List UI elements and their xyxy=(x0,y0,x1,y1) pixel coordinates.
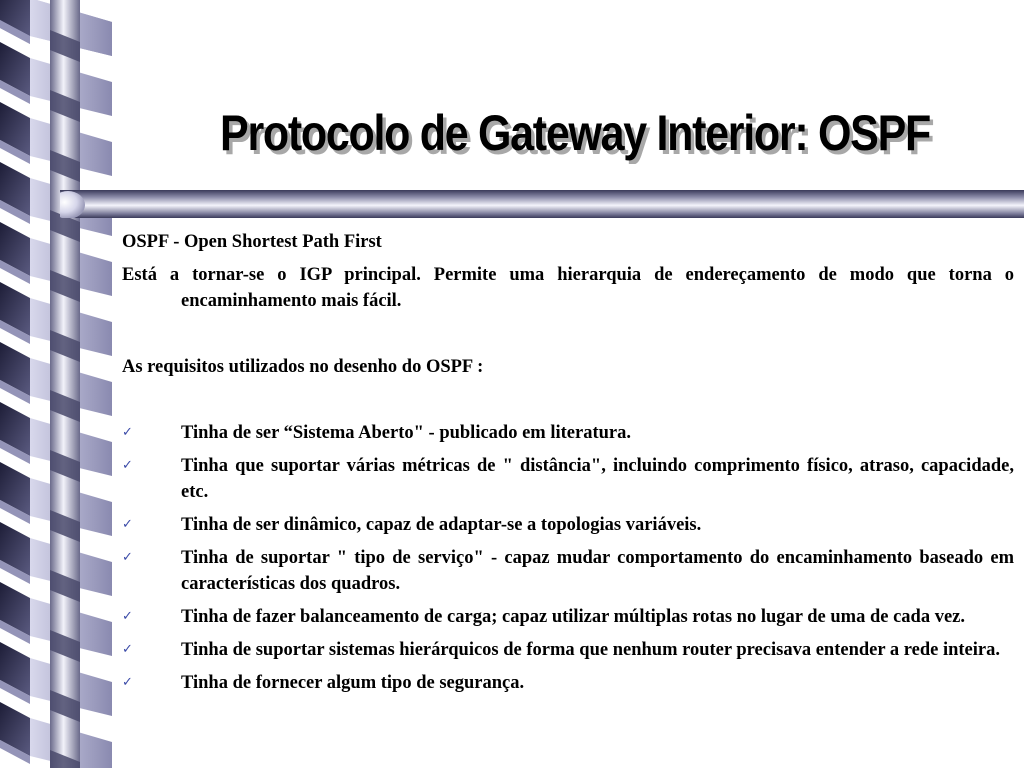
title-underline-bar xyxy=(60,190,1024,218)
summary-paragraph: Está a tornar-se o IGP principal. Permite uma hierarquia de endereçamento de modo que torna o encaminhamento mais fácil. xyxy=(122,265,1014,311)
spacer xyxy=(122,387,1014,420)
check-icon: ✓ xyxy=(122,458,133,473)
list-item xyxy=(122,453,1014,505)
check-icon: ✓ xyxy=(122,675,133,690)
list-item-text: Tinha de suportar " tipo de serviço" - capaz mudar comportamento do encaminhamento baseado em características dos quadros. xyxy=(181,548,1014,594)
list-item-text: Tinha de suportar sistemas hierárquicos de forma que nenhum router precisava entender a rede inteira. xyxy=(181,640,1000,660)
list-item-text: Tinha de fornecer algum tipo de segurança. xyxy=(181,673,525,693)
slide-body xyxy=(122,229,1014,703)
list-item-text: Tinha que suportar várias métricas de " distância", incluindo comprimento físico, atraso, capacidade, etc. xyxy=(181,456,1014,502)
list-item xyxy=(122,637,1014,663)
check-icon: ✓ xyxy=(122,642,133,657)
check-icon: ✓ xyxy=(122,425,133,440)
check-icon: ✓ xyxy=(122,609,133,624)
list-item-text: Tinha de ser “Sistema Aberto" - publicado em literatura. xyxy=(181,423,631,443)
spiral-column-decoration xyxy=(0,0,115,768)
spacer xyxy=(122,321,1014,354)
list-item xyxy=(122,670,1014,696)
list-item xyxy=(122,604,1014,630)
list-item xyxy=(122,512,1014,538)
requirements-heading: As requisitos utilizados no desenho do OSPF : xyxy=(122,357,484,377)
list-item-text: Tinha de fazer balanceamento de carga; capaz utilizar múltiplas rotas no lugar de uma de cada vez. xyxy=(181,607,965,627)
requirements-list xyxy=(122,420,1014,696)
check-icon: ✓ xyxy=(122,517,133,532)
list-item-text: Tinha de ser dinâmico, capaz de adaptar-se a topologias variáveis. xyxy=(181,515,702,535)
list-item xyxy=(122,420,1014,446)
slide-title: Protocolo de Gateway Interior: OSPF xyxy=(220,105,930,161)
intro-line: OSPF - Open Shortest Path First xyxy=(122,232,382,252)
list-item xyxy=(122,545,1014,597)
check-icon: ✓ xyxy=(122,550,133,565)
